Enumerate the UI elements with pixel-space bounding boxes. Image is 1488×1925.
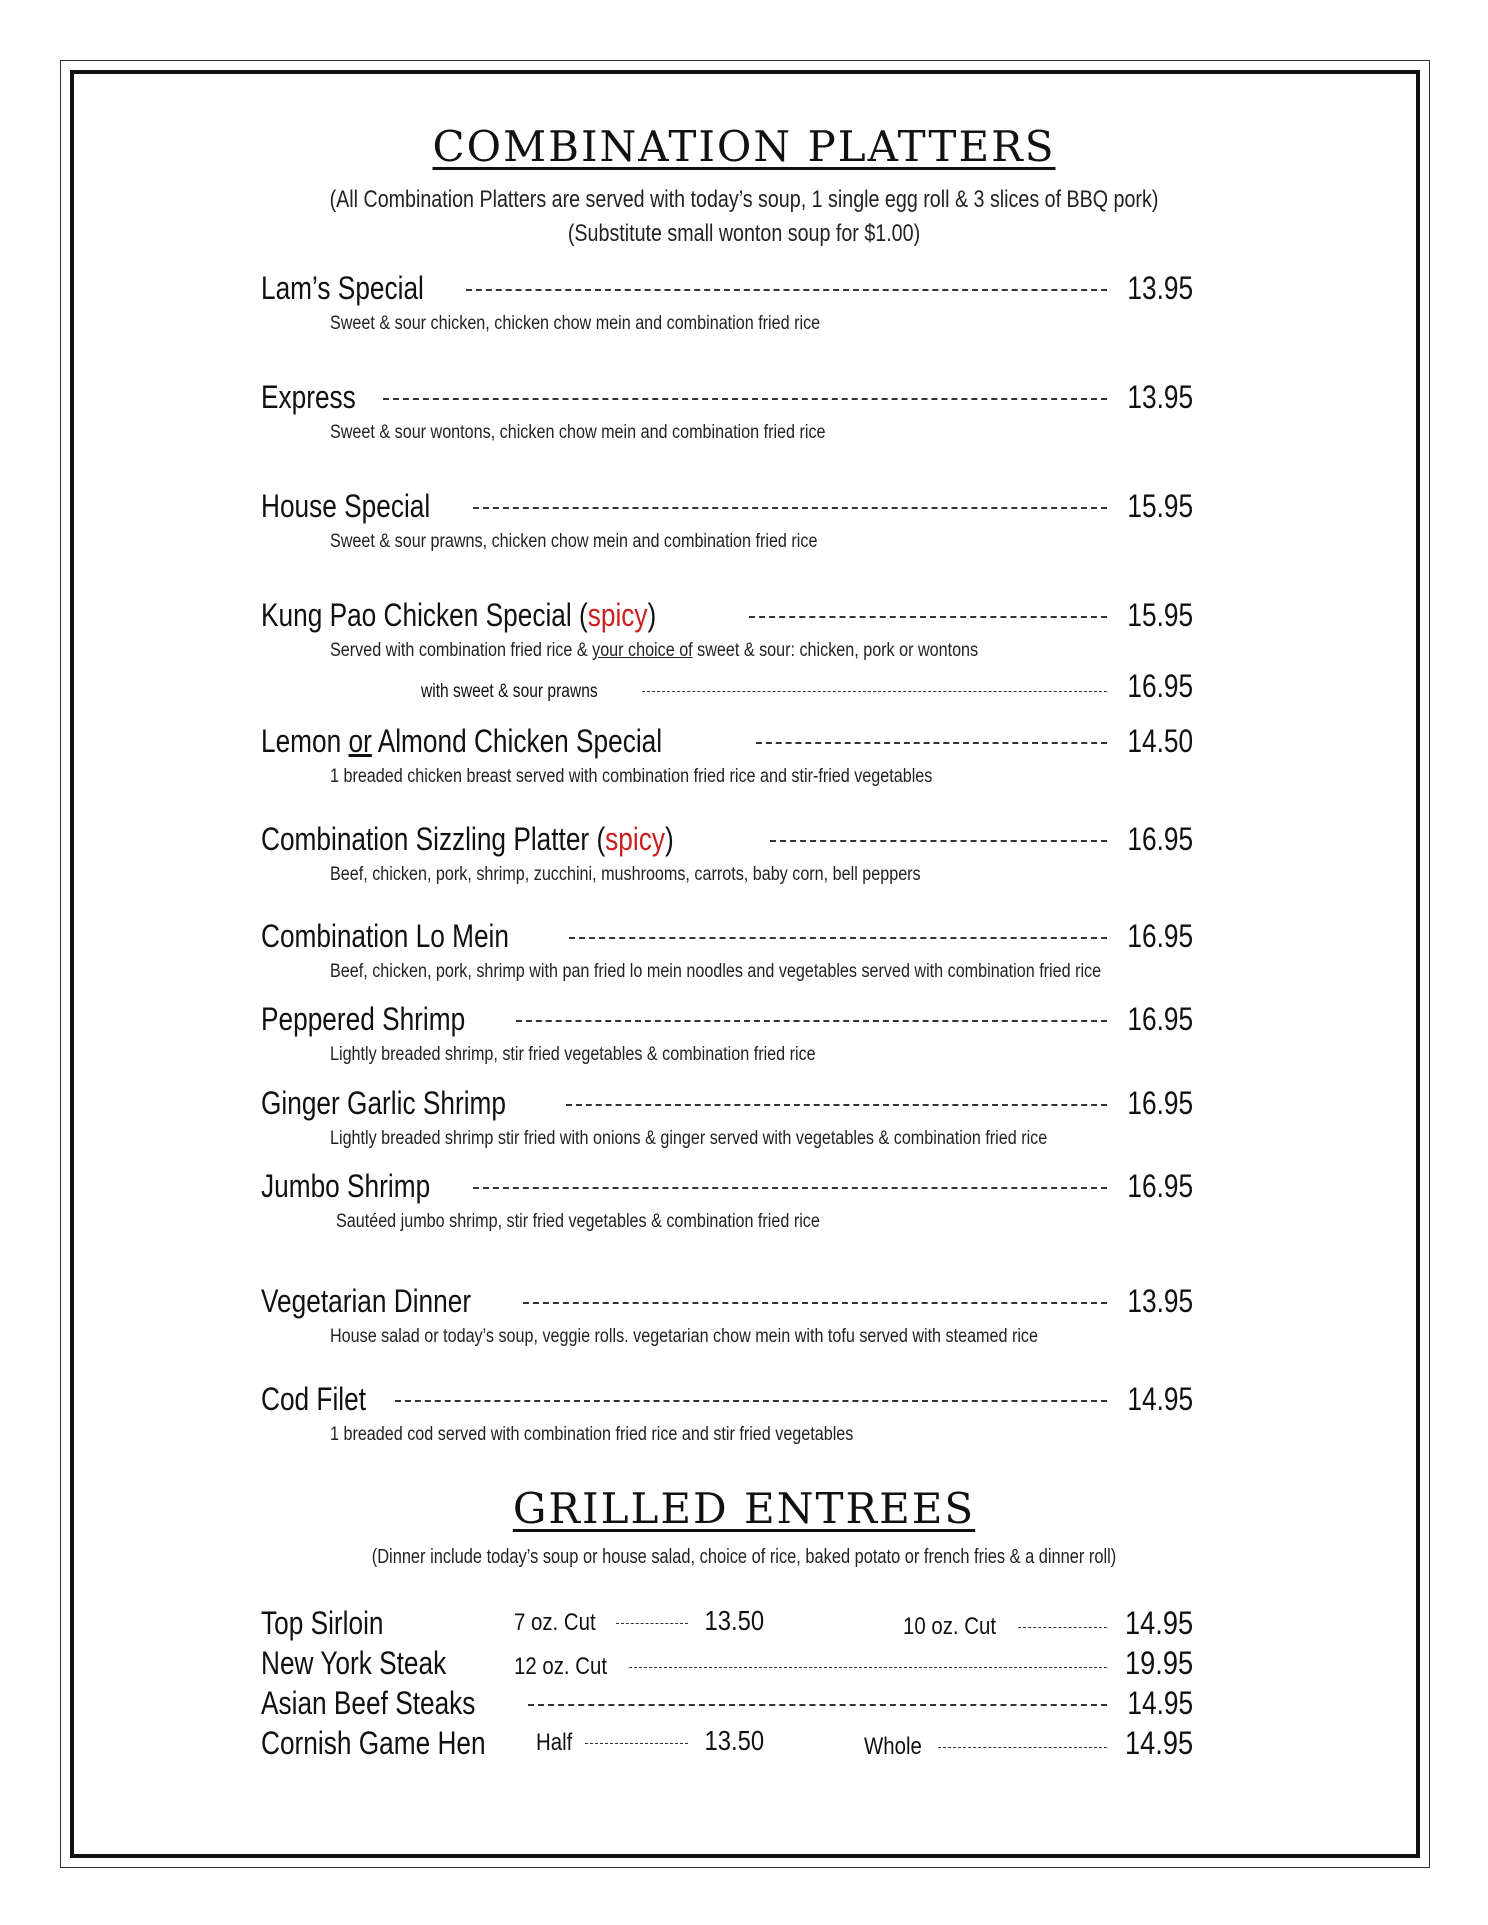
dotted-leader (516, 1020, 1107, 1022)
dotted-leader (523, 1302, 1107, 1304)
option-price: 14.95 (1124, 1605, 1193, 1641)
dotted-leader (466, 289, 1107, 291)
grill-item-asian-beef-steaks (261, 1685, 1193, 1722)
item-name (261, 597, 656, 634)
dotted-leader (473, 507, 1107, 509)
item-description: Sweet & sour wontons, chicken chow mein and combination fried rice (330, 422, 826, 443)
item-description: Sautéed jumbo shrimp, stir fried vegetables & combination fried rice (336, 1211, 820, 1232)
item-price: 15.95 (1127, 597, 1193, 633)
option-name: with sweet & sour prawns (421, 681, 598, 702)
item-description (330, 640, 978, 662)
item-name-end: ) (664, 821, 674, 857)
menu-item-combination-lo-mein (261, 918, 1193, 955)
combination-note-1: (All Combination Platters are served with today’s soup, 1 single egg roll & 3 slices of BBQ pork) (329, 186, 1159, 213)
dotted-leader (566, 1104, 1107, 1106)
item-name: House Special (261, 488, 431, 524)
item-name: New York Steak (261, 1645, 447, 1681)
option-price: 19.95 (1124, 1645, 1193, 1681)
option-10oz (903, 1605, 1193, 1642)
grilled-entrees-title: GRILLED ENTREES (512, 1484, 976, 1533)
menu-item-peppered-shrimp (261, 1001, 1193, 1038)
option-label: Whole (864, 1733, 922, 1760)
item-price: 13.95 (1127, 1283, 1193, 1319)
menu-item-lemon-almond-chicken (261, 723, 1193, 760)
option-price: 16.95 (1127, 668, 1193, 704)
combination-note-2: (Substitute small wonton soup for $1.00) (567, 220, 921, 247)
option-label: 12 oz. Cut (514, 1653, 607, 1680)
item-name-end: ) (647, 597, 657, 633)
item-name (261, 723, 662, 760)
dotted-leader (756, 742, 1107, 744)
dotted-leader (629, 1667, 1107, 1668)
dotted-leader (616, 1623, 688, 1624)
dotted-leader (749, 616, 1107, 618)
item-description: Sweet & sour prawns, chicken chow mein and combination fried rice (330, 531, 818, 552)
grilled-note: (Dinner include today’s soup or house salad, choice of rice, baked potato or french fries & a dinner roll) (371, 1546, 1117, 1568)
menu-item-lams-special (261, 270, 1193, 307)
item-name-text: Lemon (261, 723, 349, 759)
menu-item-express (261, 379, 1193, 416)
item-name: Ginger Garlic Shrimp (261, 1085, 506, 1121)
combination-platters-title: COMBINATION PLATTERS (432, 122, 1056, 171)
dotted-leader (770, 840, 1107, 842)
item-name-underlined: or (348, 723, 372, 759)
item-description: Beef, chicken, pork, shrimp, zucchini, mushrooms, carrots, baby corn, bell peppers (330, 864, 921, 885)
menu-item-jumbo-shrimp (261, 1168, 1193, 1205)
item-price: 16.95 (1127, 1001, 1193, 1037)
item-name: Lam’s Special (261, 270, 424, 306)
dotted-leader (473, 1187, 1107, 1189)
dotted-leader (569, 937, 1107, 939)
item-name: Express (261, 379, 356, 415)
item-name (261, 821, 674, 858)
item-description: Beef, chicken, pork, shrimp with pan fried lo mein noodles and vegetables served with combination fried rice (330, 961, 1102, 982)
item-price: 14.95 (1127, 1685, 1193, 1721)
item-price: 14.95 (1127, 1381, 1193, 1417)
dotted-leader (585, 1743, 688, 1744)
dotted-leader (642, 691, 1107, 692)
item-price: 13.95 (1127, 270, 1193, 306)
spicy-label: spicy (587, 597, 648, 633)
item-price: 13.95 (1127, 379, 1193, 415)
desc-text: sweet & sour: chicken, pork or wontons (692, 640, 979, 661)
option-price: 14.95 (1124, 1725, 1193, 1761)
item-price: 16.95 (1127, 821, 1193, 857)
desc-underlined: your choice of (592, 640, 693, 661)
item-name: Vegetarian Dinner (261, 1283, 472, 1319)
dotted-leader (395, 1400, 1107, 1402)
option-label: 10 oz. Cut (903, 1613, 996, 1640)
option-price: 13.50 (704, 1725, 764, 1756)
item-price: 16.95 (1127, 1085, 1193, 1121)
item-description: Sweet & sour chicken, chicken chow mein and combination fried rice (330, 313, 821, 334)
option-7oz (514, 1605, 764, 1637)
item-name: Top Sirloin (261, 1605, 384, 1641)
item-price: 16.95 (1127, 918, 1193, 954)
item-description: 1 breaded chicken breast served with combination fried rice and stir-fried vegetables (330, 766, 933, 787)
grill-item-cornish-game-hen (261, 1725, 1193, 1765)
dotted-leader (383, 398, 1107, 400)
item-description: Lightly breaded shrimp stir fried with onions & ginger served with vegetables & combination fried rice (330, 1128, 1048, 1149)
option-half (536, 1725, 764, 1757)
option-12oz (514, 1645, 1193, 1682)
item-name: Asian Beef Steaks (261, 1685, 476, 1721)
option-price: 13.50 (704, 1605, 764, 1636)
menu-item-kung-pao-prawns-option (421, 668, 1193, 705)
item-price: 16.95 (1127, 1168, 1193, 1204)
dotted-leader (938, 1747, 1107, 1748)
menu-item-ginger-garlic-shrimp (261, 1085, 1193, 1122)
spicy-label: spicy (605, 821, 665, 857)
item-name-text: Combination Sizzling Platter ( (261, 821, 606, 857)
item-name: Cornish Game Hen (261, 1725, 486, 1761)
grill-item-top-sirloin (261, 1605, 1193, 1645)
item-name: Combination Lo Mein (261, 918, 509, 954)
menu-item-cod-filet (261, 1381, 1193, 1418)
desc-text: Served with combination fried rice & (330, 640, 593, 661)
menu-item-vegetarian-dinner (261, 1283, 1193, 1320)
item-name: Peppered Shrimp (261, 1001, 466, 1037)
item-price: 14.50 (1127, 723, 1193, 759)
item-description: Lightly breaded shrimp, stir fried vegetables & combination fried rice (330, 1044, 816, 1065)
item-name: Cod Filet (261, 1381, 366, 1417)
option-whole (864, 1725, 1193, 1762)
dotted-leader (1018, 1627, 1107, 1628)
dotted-leader (528, 1704, 1106, 1706)
item-name: Jumbo Shrimp (261, 1168, 431, 1204)
item-name-text: Kung Pao Chicken Special ( (261, 597, 588, 633)
item-price: 15.95 (1127, 488, 1193, 524)
option-label: Half (536, 1729, 573, 1756)
grill-item-new-york-steak (261, 1645, 1193, 1685)
item-name-text: Almond Chicken Special (371, 723, 663, 759)
item-description: House salad or today’s soup, veggie rolls. vegetarian chow mein with tofu served with steamed rice (330, 1326, 1038, 1347)
menu-item-kung-pao-chicken-special (261, 597, 1193, 634)
menu-item-combination-sizzling-platter (261, 821, 1193, 858)
option-label: 7 oz. Cut (514, 1609, 596, 1636)
menu-item-house-special (261, 488, 1193, 525)
item-description: 1 breaded cod served with combination fried rice and stir fried vegetables (330, 1424, 854, 1445)
